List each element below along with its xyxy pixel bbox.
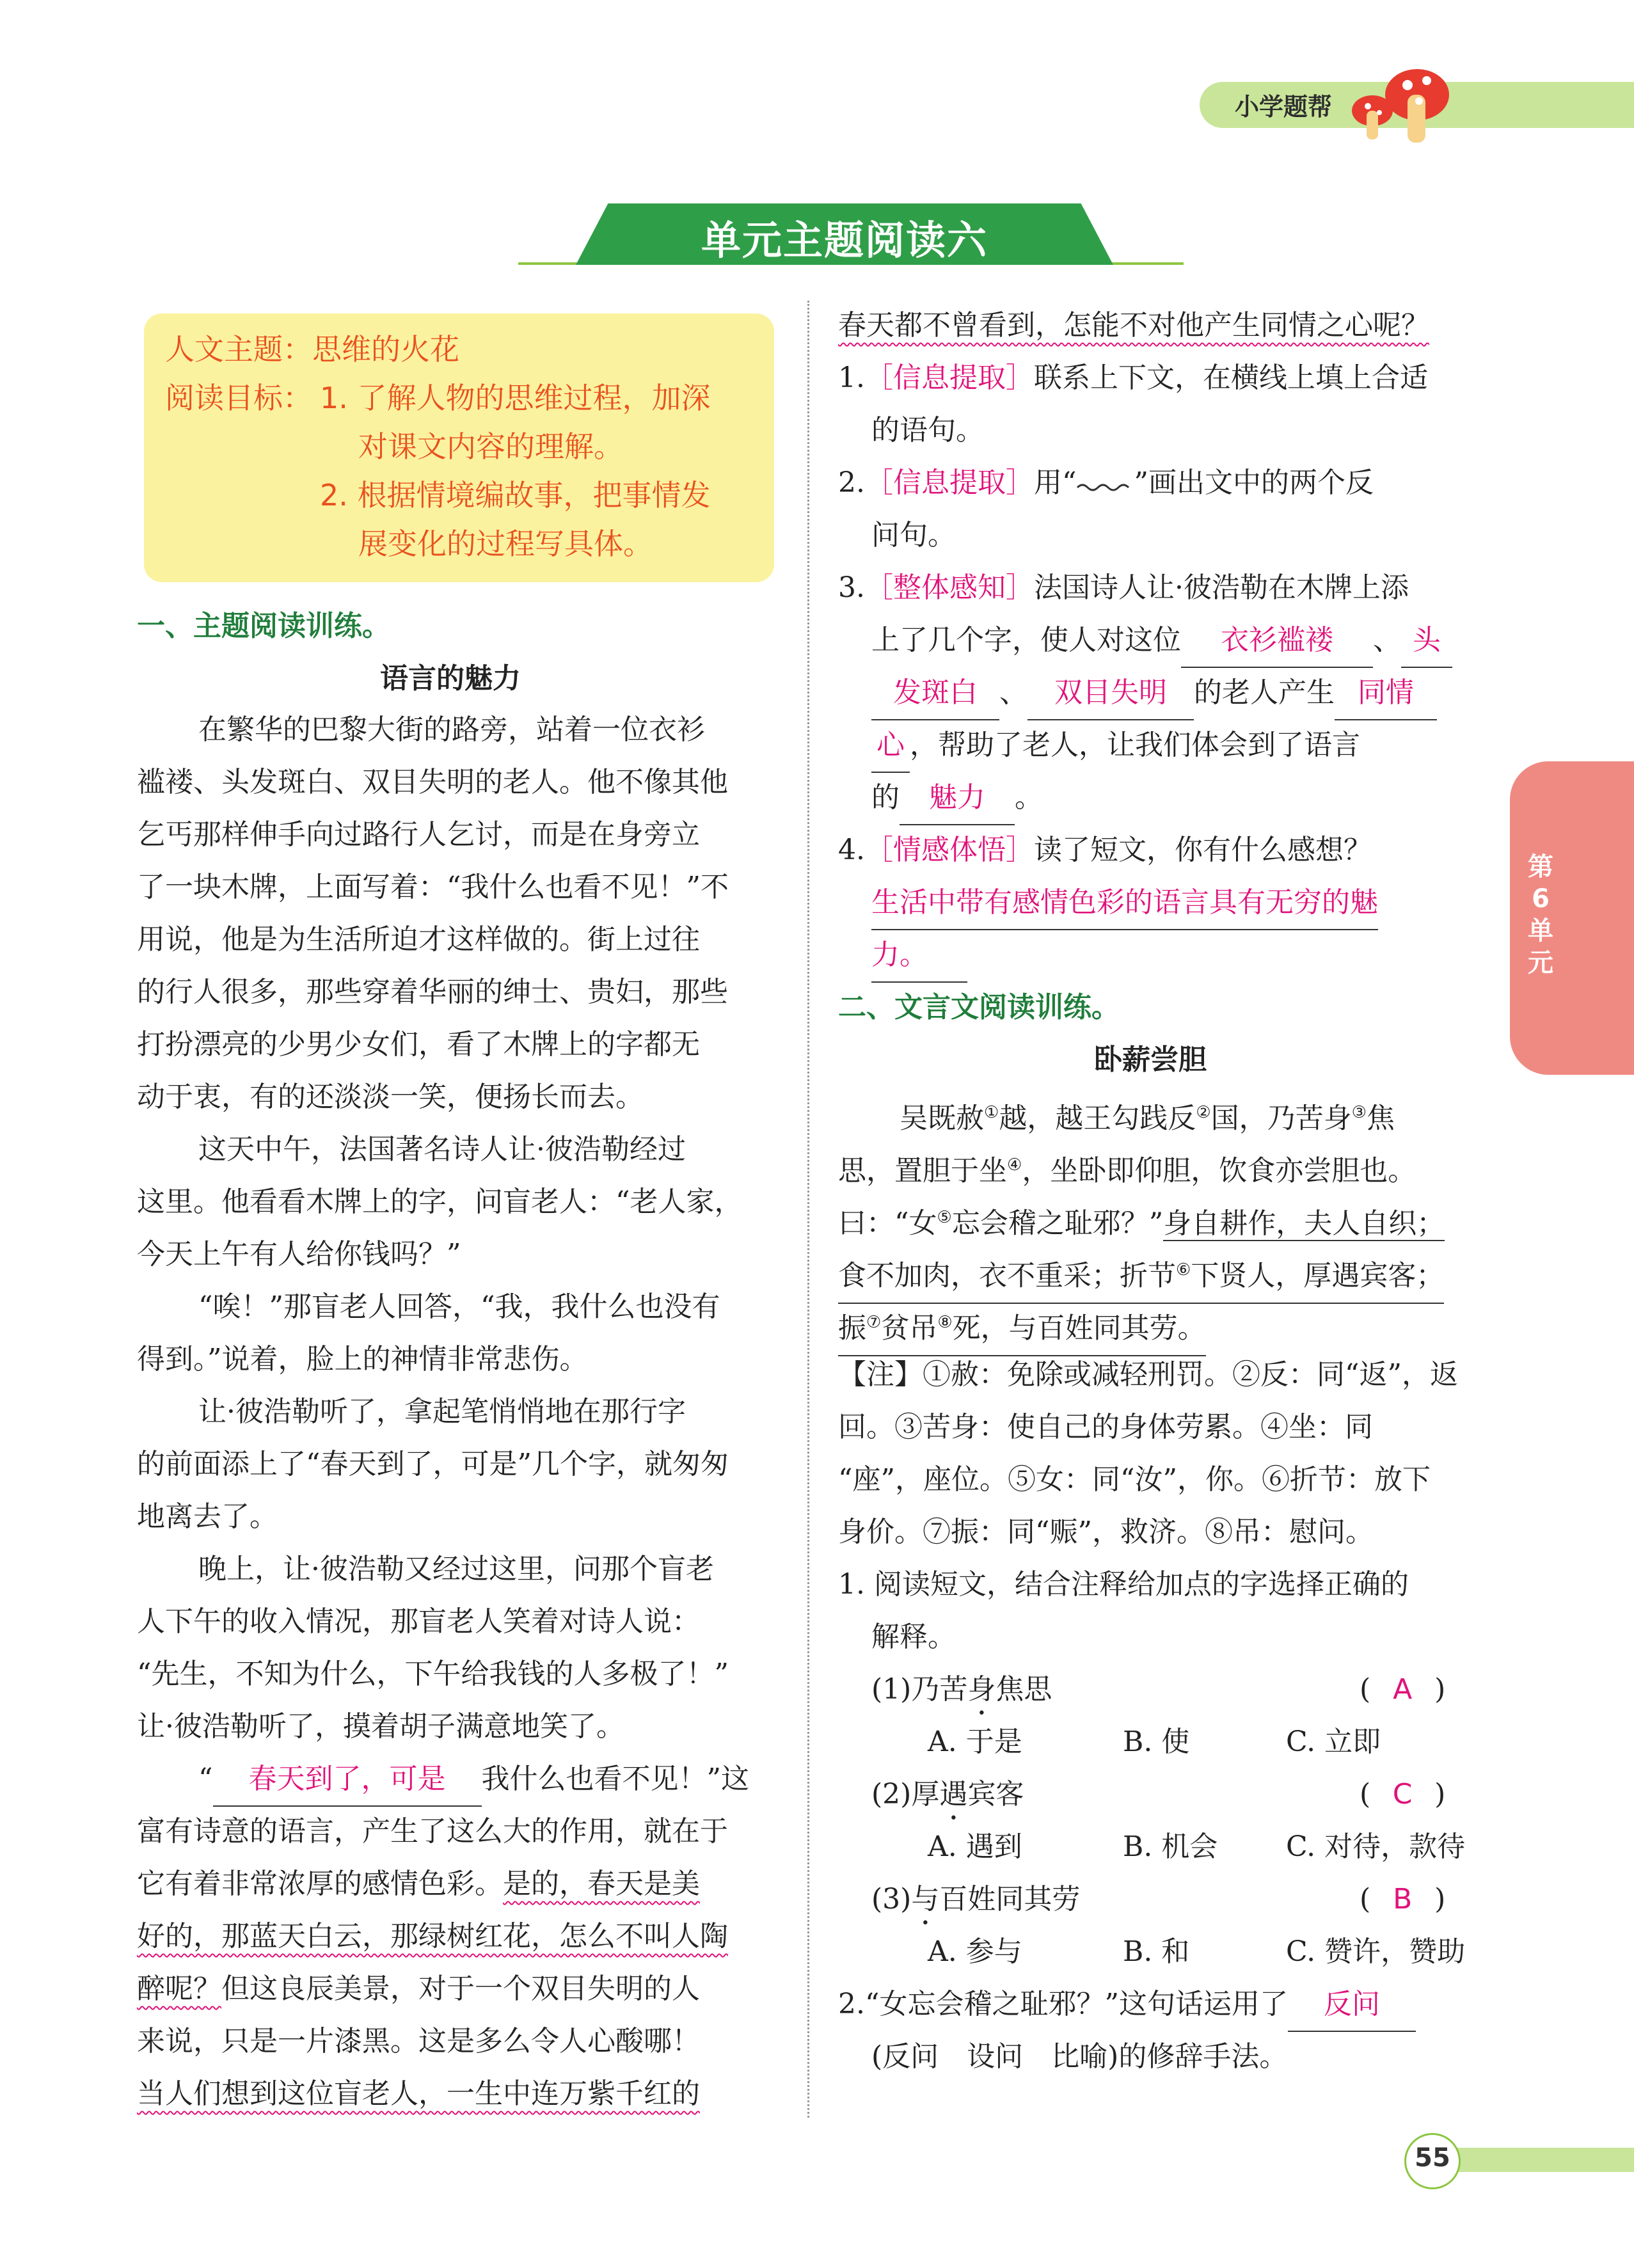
choice-answer: B bbox=[1393, 1883, 1413, 1915]
underlined-text: 下贤人，厚遇宾客； bbox=[1191, 1259, 1445, 1292]
q-tag: ［信息提取］ bbox=[864, 361, 1034, 394]
q3-line bbox=[871, 772, 1043, 825]
q-number: 3. bbox=[838, 571, 865, 604]
option: B. 使 bbox=[1123, 1725, 1190, 1758]
fill-post: 我什么也看不见！”这 bbox=[481, 1763, 749, 1795]
underlined-text: 身自耕作，夫人自织； bbox=[1163, 1207, 1445, 1240]
passage-line: 动于衷，有的还淡淡一笑，便扬长而去。 bbox=[137, 1081, 644, 1113]
answer-blank: 双目失明 bbox=[1027, 667, 1194, 720]
cq2 bbox=[838, 1978, 1416, 2032]
mushroom-icon bbox=[1344, 56, 1459, 146]
q-text: 的 bbox=[871, 781, 900, 814]
q-text: ，帮助了老人，让我们体会到了语言 bbox=[910, 729, 1360, 761]
note-mark: ⑤ bbox=[937, 1208, 952, 1227]
c-text: 国，乃苦身 bbox=[1210, 1102, 1352, 1135]
passage-line: 地离去了。 bbox=[137, 1500, 278, 1533]
q-text: 的语句。 bbox=[871, 414, 984, 447]
wavy-sentence: 好的，那蓝天白云，那绿树红花，怎么不叫人陶 bbox=[137, 1920, 728, 1953]
c-text: 吴既赦 bbox=[900, 1102, 984, 1135]
c-text: 曰：“女 bbox=[838, 1207, 937, 1240]
q-text: ”画出文中的两个反 bbox=[1134, 466, 1374, 499]
q-text: 上了几个字，使人对这位 bbox=[871, 624, 1181, 656]
section-2-heading: 二、文言文阅读训练。 bbox=[838, 991, 1120, 1024]
note-mark: ⑦ bbox=[866, 1313, 882, 1332]
answer-blank: 头 bbox=[1401, 614, 1452, 668]
wavy-sentence: 当人们想到这位盲老人，一生中连万紫千红的 bbox=[137, 2077, 700, 2110]
passage-line: “唉！”那盲老人回答，“我，我什么也没有 bbox=[198, 1290, 720, 1323]
underlined-text: 食不加肉，衣不重采；折节 bbox=[838, 1259, 1176, 1292]
passage-text: 但这良辰美景，对于一个双目失明的人 bbox=[221, 1972, 700, 2005]
question-4 bbox=[838, 824, 1372, 876]
passage-line bbox=[137, 1858, 700, 1910]
passage-line: 的行人很多，那些穿着华丽的绅士、贵妇，那些 bbox=[137, 976, 728, 1008]
passage-line: 富有诗意的语言，产生了这么大的作用，就在于 bbox=[137, 1815, 728, 1848]
q4-answer: 生活中带有感情色彩的语言具有无穷的魅 bbox=[871, 876, 1378, 930]
c-text: 思，置胆于坐 bbox=[838, 1154, 1007, 1187]
option: B. 和 bbox=[1123, 1935, 1190, 1968]
passage-line: “先生，不知为什么，下午给我钱的人多极了！” bbox=[137, 1658, 729, 1690]
passage-line: 让·彼浩勒听了，摸着胡子满意地笑了。 bbox=[137, 1710, 624, 1743]
goal-1a: 1. 了解人物的思维过程，加深 bbox=[320, 381, 711, 415]
answer-blank: 反问 bbox=[1288, 1978, 1416, 2032]
paren: ( bbox=[1360, 1673, 1371, 1706]
classical-line bbox=[900, 1086, 1395, 1145]
sq-text: 宾客 bbox=[967, 1778, 1024, 1811]
paren: ) bbox=[1434, 1673, 1446, 1706]
passage-line: 得到。”说着，脸上的神情非常悲伤。 bbox=[137, 1343, 588, 1376]
q3-line bbox=[871, 667, 1437, 720]
answer-blank: 魅力 bbox=[900, 772, 1015, 825]
q-text: 、 bbox=[1373, 624, 1401, 656]
sq-text: (2)厚 bbox=[871, 1778, 940, 1811]
answer-paren bbox=[1360, 1663, 1445, 1716]
page-number: 55 bbox=[1415, 2143, 1450, 2173]
q-text: 、 bbox=[999, 676, 1027, 709]
note-mark: ② bbox=[1196, 1103, 1211, 1122]
page-bar bbox=[1433, 2148, 1634, 2172]
answer-blank: 发斑白 bbox=[871, 667, 999, 720]
answer-blank: 同情 bbox=[1335, 667, 1437, 720]
choice-answer: C bbox=[1392, 1778, 1413, 1811]
cq1-text: 1. 阅读短文，结合注释给加点的字选择正确的 bbox=[838, 1568, 1409, 1601]
q-text: 读了短文，你有什么感想？ bbox=[1033, 834, 1372, 866]
q-number: 4. bbox=[838, 834, 865, 866]
cq2-options: (反问 设问 比喻)的修辞手法。 bbox=[871, 2040, 1288, 2073]
note-mark: ⑥ bbox=[1176, 1260, 1191, 1280]
classical-line bbox=[838, 1244, 1444, 1304]
goal-2a: 2. 根据情境编故事，把事情发 bbox=[320, 478, 711, 512]
section-1-heading: 一、主题阅读训练。 bbox=[137, 610, 390, 642]
q-tag: ［情感体悟］ bbox=[864, 834, 1034, 866]
option: C. 立即 bbox=[1286, 1725, 1381, 1758]
note-mark: ① bbox=[984, 1103, 999, 1122]
choice-answer: A bbox=[1393, 1673, 1413, 1706]
note-mark: ③ bbox=[1351, 1103, 1367, 1122]
paren: ( bbox=[1360, 1883, 1371, 1915]
fill-answer: 春天到了，可是 bbox=[213, 1753, 482, 1807]
dotted-char: 身 bbox=[967, 1673, 996, 1706]
q-tag: ［信息提取］ bbox=[864, 466, 1034, 499]
passage-text: 它有着非常浓厚的感情色彩。 bbox=[137, 1868, 503, 1900]
dotted-char: 遇 bbox=[939, 1778, 968, 1811]
sq-text: (3) bbox=[871, 1883, 912, 1915]
brand-label: 小学题帮 bbox=[1235, 93, 1333, 121]
wavy-sentence: 醉呢？ bbox=[137, 1972, 221, 2005]
sq-text: 百姓同其劳 bbox=[939, 1883, 1081, 1915]
q-text: 。 bbox=[1015, 781, 1043, 814]
wavy-line-icon bbox=[1076, 459, 1134, 511]
goal-theme: 人文主题：思维的火花 bbox=[165, 332, 459, 367]
passage-line: 的前面添上了“春天到了，可是”几个字，就匆匆 bbox=[137, 1448, 729, 1480]
question-2 bbox=[838, 457, 1374, 511]
goal-2b: 展变化的过程写具体。 bbox=[358, 527, 653, 561]
passage-line: 用说，他是为生活所迫才这样做的。街上过往 bbox=[137, 923, 700, 956]
paren: ) bbox=[1434, 1883, 1446, 1915]
underlined-text: 振 bbox=[838, 1312, 866, 1345]
q3-line bbox=[871, 719, 1360, 773]
sub-question bbox=[871, 1663, 1052, 1722]
passage-line: 在繁华的巴黎大街的路旁，站着一位衣衫 bbox=[198, 713, 705, 746]
c-text: 焦 bbox=[1366, 1102, 1395, 1135]
note-line: 【注】①赦：免除或减轻刑罚。②反：同“返”，返 bbox=[838, 1358, 1458, 1391]
sub-question bbox=[871, 1768, 1024, 1827]
question-1 bbox=[838, 352, 1428, 404]
passage-line: 今天上午有人给你钱吗？” bbox=[137, 1238, 461, 1271]
note-line: 身价。⑦振：同“赈”，救济。⑧吊：慰问。 bbox=[838, 1516, 1374, 1548]
q-text: 问句。 bbox=[871, 519, 956, 551]
sub-question bbox=[871, 1873, 1080, 1931]
passage-line: 了一块木牌，上面写着：“我什么也看不见！”不 bbox=[137, 871, 729, 903]
sq-text: 焦思 bbox=[995, 1673, 1052, 1706]
classical-line bbox=[838, 1296, 1206, 1356]
unit-label: 第6单元 bbox=[1528, 852, 1553, 978]
underlined-text: 贫吊 bbox=[881, 1312, 938, 1345]
q-text: 用“ bbox=[1033, 466, 1077, 499]
c-text: 忘会稽之耻邪？” bbox=[951, 1207, 1164, 1240]
fill-pre: “ bbox=[198, 1763, 213, 1795]
option: C. 赞许，赞助 bbox=[1286, 1935, 1466, 1968]
answer-paren bbox=[1360, 1873, 1445, 1926]
paren: ) bbox=[1434, 1778, 1446, 1811]
q4-answer: 力。 bbox=[871, 929, 967, 983]
wavy-sentence: 春天都不曾看到，怎能不对他产生同情之心呢？ bbox=[838, 309, 1429, 342]
option: A. 参与 bbox=[928, 1935, 1022, 1968]
answer-paren bbox=[1360, 1768, 1445, 1821]
answer-blank: 衣衫褴褛 bbox=[1181, 614, 1373, 668]
q-text: 联系上下文，在横线上填上合适 bbox=[1033, 361, 1428, 394]
c-text: ，坐卧即仰胆，饮食亦尝胆也。 bbox=[1022, 1154, 1416, 1187]
sq-text: (1)乃苦 bbox=[871, 1673, 968, 1706]
option: A. 于是 bbox=[928, 1725, 1022, 1758]
passage-line bbox=[137, 1963, 700, 2015]
column-divider bbox=[807, 301, 809, 2118]
goal-1b: 对课文内容的理解。 bbox=[358, 429, 623, 464]
note-mark: ⑧ bbox=[937, 1313, 953, 1332]
option: A. 遇到 bbox=[928, 1830, 1022, 1863]
fill-line bbox=[198, 1753, 749, 1807]
passage-line: 打扮漂亮的少男少女们，看了木牌上的字都无 bbox=[137, 1028, 700, 1061]
passage-line: 褴褛、头发斑白、双目失明的老人。他不像其他 bbox=[137, 766, 728, 798]
cq1-text: 解释。 bbox=[871, 1621, 956, 1653]
q3-line bbox=[871, 614, 1452, 668]
note-mark: ④ bbox=[1007, 1155, 1022, 1175]
answer-blank: 心 bbox=[871, 719, 910, 773]
option: B. 机会 bbox=[1123, 1830, 1218, 1863]
note-line: 回。③苦身：使自己的身体劳累。④坐：同 bbox=[838, 1411, 1373, 1443]
q-text: 2.“女忘会稽之耻邪？”这句话运用了 bbox=[838, 1988, 1288, 2020]
option: C. 对待，款待 bbox=[1286, 1830, 1466, 1863]
classical-title: 卧薪尝胆 bbox=[1094, 1043, 1207, 1076]
page-title: 单元主题阅读六 bbox=[701, 217, 988, 264]
q-text: 的老人产生 bbox=[1194, 676, 1335, 709]
paren: ( bbox=[1360, 1778, 1371, 1811]
goal-target-label: 阅读目标： bbox=[165, 381, 312, 415]
q-number: 2. bbox=[838, 466, 865, 499]
classical-line bbox=[838, 1139, 1416, 1198]
q-number: 1. bbox=[838, 361, 865, 394]
c-text: 越，越王勾践反 bbox=[999, 1102, 1196, 1135]
q-tag: ［整体感知］ bbox=[864, 571, 1034, 604]
passage-title: 语言的魅力 bbox=[380, 662, 521, 695]
passage-line: 这天中午，法国著名诗人让·彼浩勒经过 bbox=[198, 1133, 686, 1166]
passage-line: 让·彼浩勒听了，拿起笔悄悄地在那行字 bbox=[198, 1395, 686, 1428]
underlined-text: 死，与百姓同其劳。 bbox=[952, 1312, 1206, 1345]
question-3 bbox=[838, 562, 1409, 614]
dotted-char: 与 bbox=[911, 1883, 940, 1915]
q-text: 法国诗人让·彼浩勒在木牌上添 bbox=[1033, 571, 1409, 604]
passage-line: 乞丐那样伸手向过路行人乞讨，而是在身旁立 bbox=[137, 818, 700, 851]
passage-line: 这里。他看看木牌上的字，问盲老人：“老人家， bbox=[137, 1186, 743, 1218]
wavy-sentence: 是的，春天是美 bbox=[503, 1868, 700, 1900]
passage-line: 来说，只是一片漆黑。这是多么令人心酸哪！ bbox=[137, 2025, 700, 2058]
passage-line: 晚上，让·彼浩勒又经过这里，问那个盲老 bbox=[198, 1553, 714, 1585]
note-line: “座”，座位。⑤女：同“汝”，你。⑥折节：放下 bbox=[838, 1463, 1431, 1496]
classical-line bbox=[838, 1191, 1445, 1250]
passage-line: 人下午的收入情况，那盲老人笑着对诗人说： bbox=[137, 1605, 700, 1638]
